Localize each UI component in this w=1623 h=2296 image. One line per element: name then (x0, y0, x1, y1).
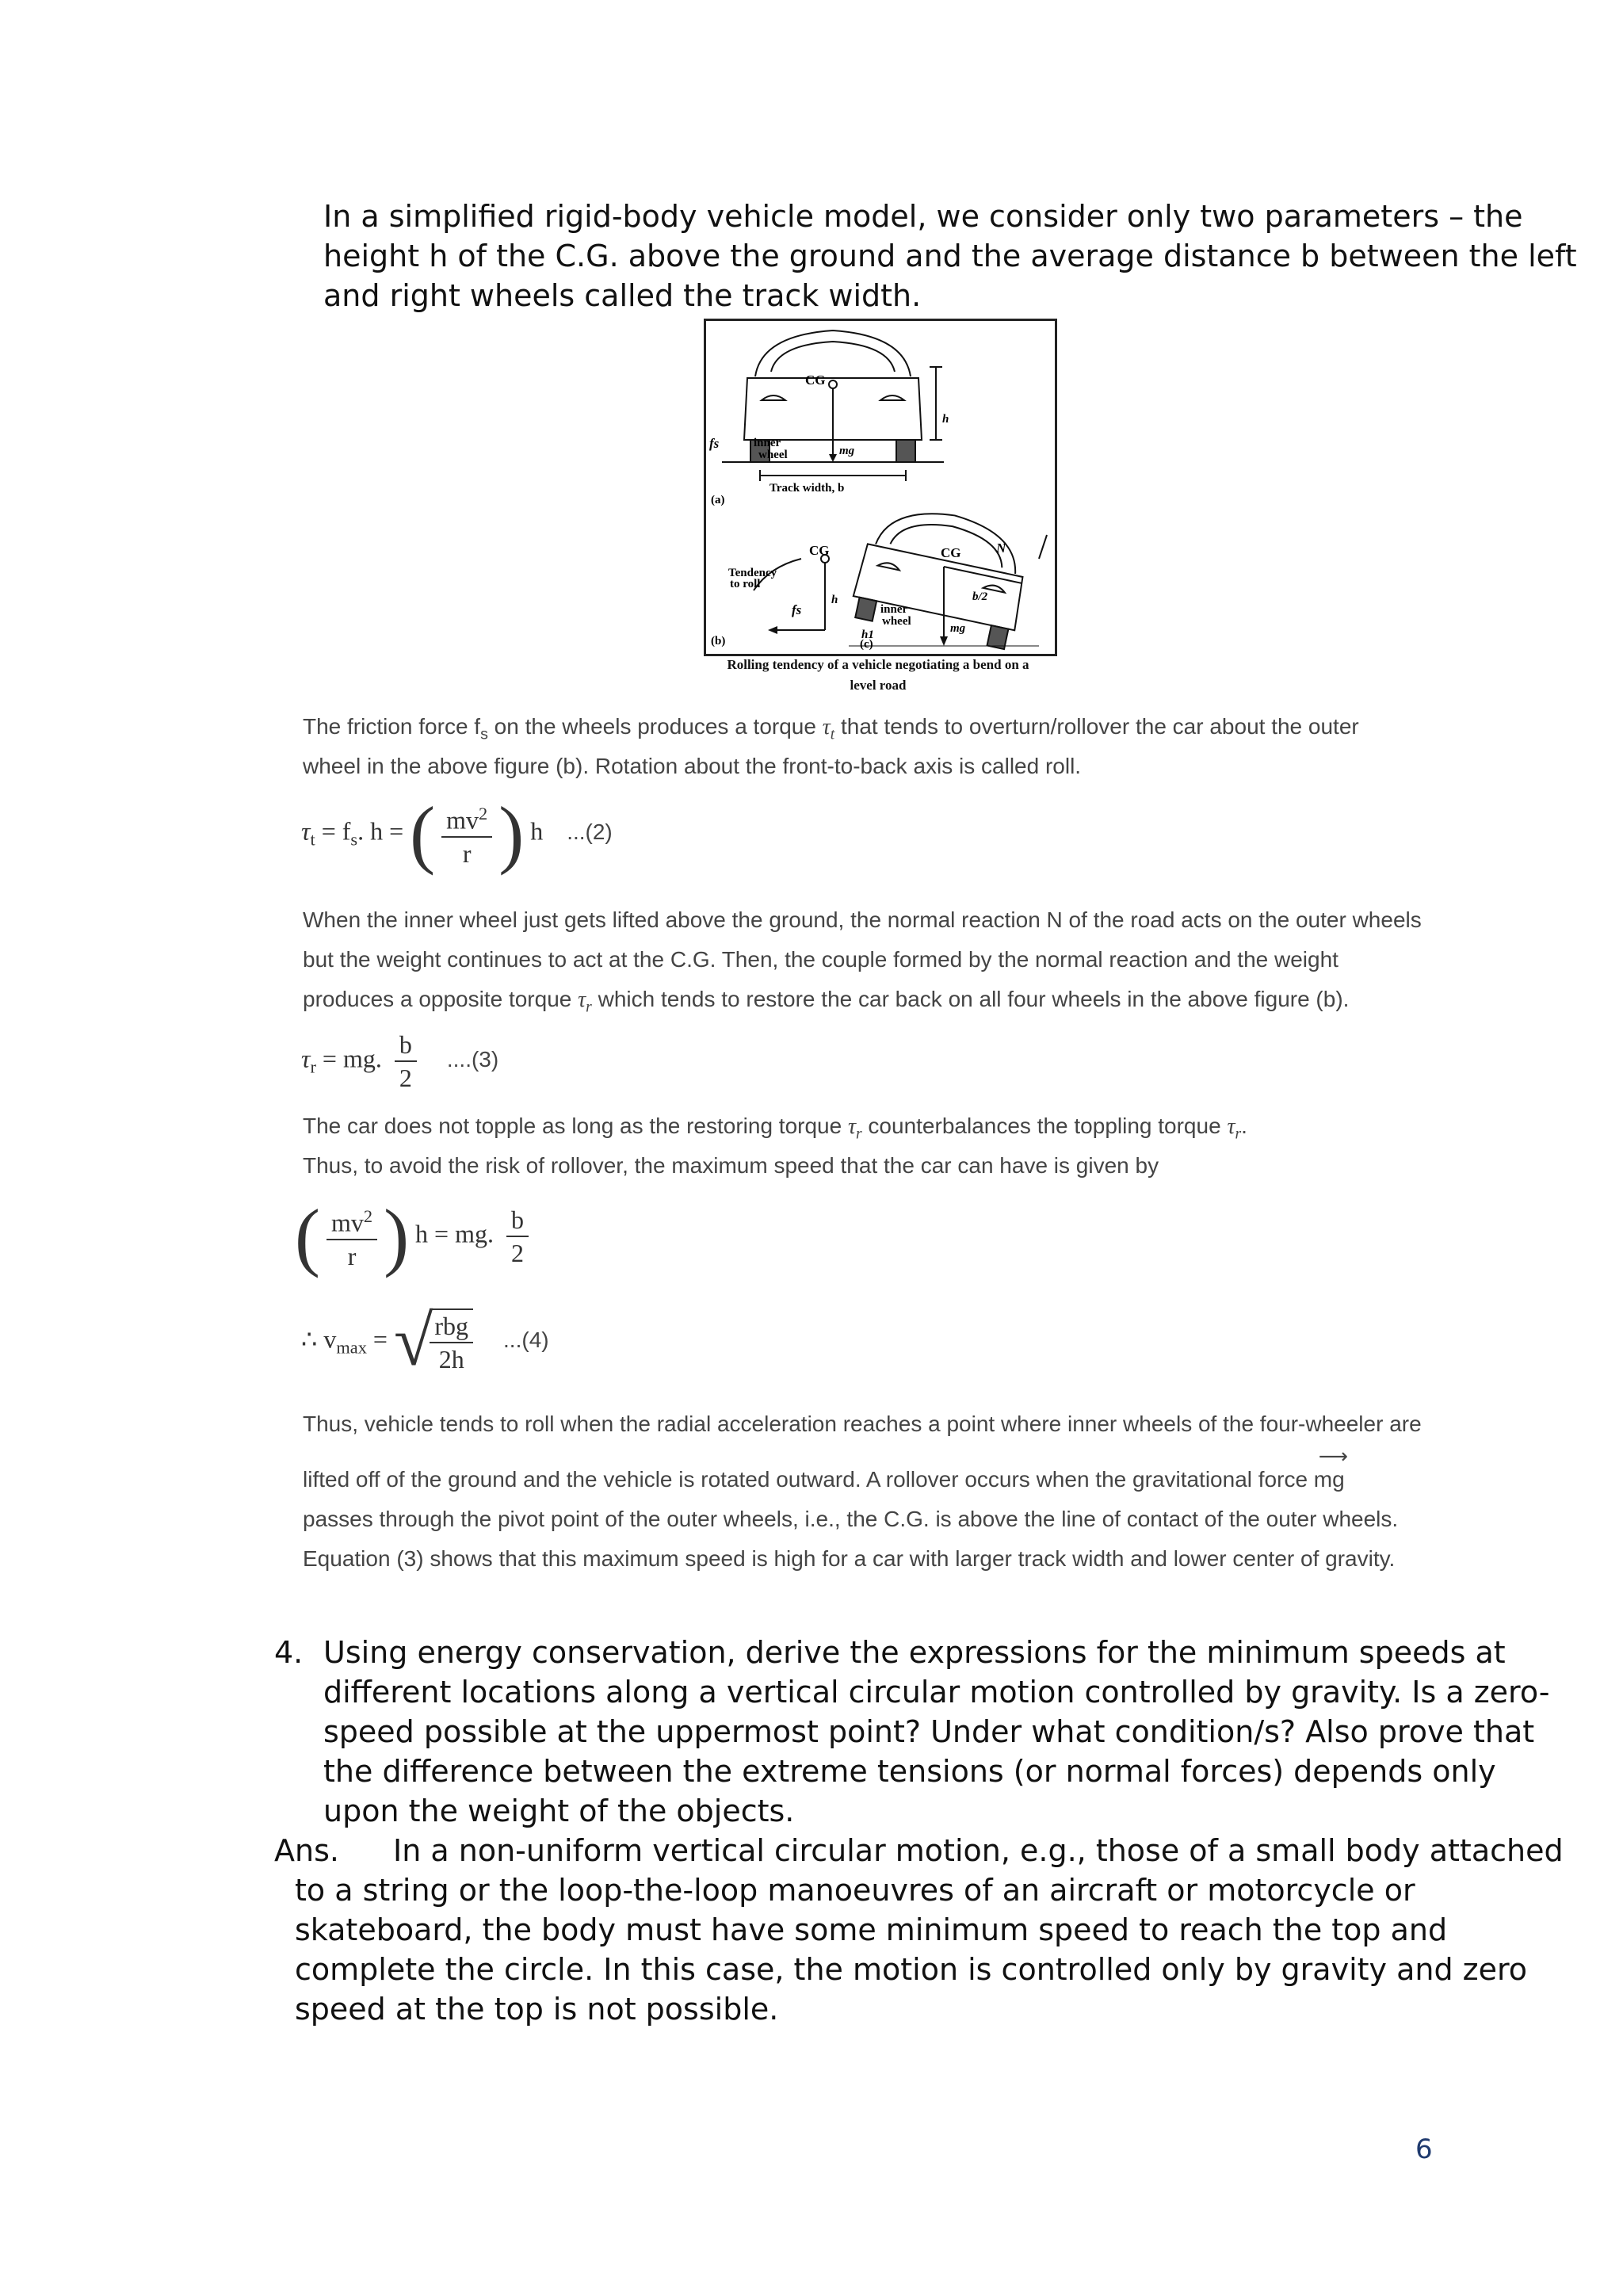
intro-line-1: In a simplified rigid-body vehicle model, we consider only two parameters – the (323, 199, 1523, 234)
intro-line-2: height h of the C.G. above the ground and the average distance b between the left (323, 239, 1577, 273)
para1-line-2: wheel in the above figure (b). Rotation about the front-to-back axis is called roll. (303, 754, 1082, 778)
figure-label-c: (c) (860, 638, 873, 651)
answer-line-5: speed at the top is not possible. (295, 1992, 779, 2027)
question-line-4: the difference between the extreme tensions (or normal forces) depends only (323, 1754, 1496, 1789)
intro-line-3: and right wheels called the track width. (323, 278, 922, 313)
figure-label-b: (b) (711, 635, 726, 648)
question-line-3: speed possible at the uppermost point? Under what condition/s? Also prove that (323, 1714, 1535, 1749)
para2-line-1: When the inner wheel just gets lifted above the ground, the normal reaction N of the road acts on the outer wheels (303, 907, 1422, 932)
inner-wheel-c: inner (880, 603, 908, 616)
h-label-b: h (831, 594, 838, 606)
fs-label-b: fs (792, 602, 802, 617)
answer-line-3: skateboard, the body must have some minimum speed to reach the top and (295, 1912, 1448, 1947)
inner-wheel-a2: wheel (758, 449, 788, 461)
answer-line-2: to a string or the loop-the-loop manoeuvres of an aircraft or motorcycle or (295, 1873, 1415, 1908)
mg-label-c: mg (950, 622, 966, 635)
track-width-label: Track width, b (769, 482, 845, 495)
figure-caption (696, 655, 1060, 696)
tilted-car (849, 499, 1035, 651)
cg-label-a: CG (805, 372, 826, 388)
caption-line-2: level road (850, 678, 907, 693)
equation-3: $\tau_r$ = mg. $\frac{b}{2}$ ....(3) (301, 1030, 499, 1092)
mg-label-a: mg (839, 445, 855, 457)
para4-line-2: lifted off of the ground and the vehicle is rotated outward. A rollover occurs when the gravitational force ⟶ mg (303, 1444, 1349, 1492)
para4-line-4: Equation (3) shows that this maximum speed is high for a car with larger track width and lower center of gravity. (303, 1546, 1396, 1571)
inner-wheel-c2: wheel (882, 615, 911, 628)
tendency-label-2: to roll (730, 578, 761, 590)
para2-line-3: produces a opposite torque $\tau_r$ which tends to restore the car back on all four wheels in the above figure (b). (303, 987, 1350, 1016)
caption-line-1: Rolling tendency of a vehicle negotiating a bend on a (727, 657, 1029, 672)
answer-line-4: complete the circle. In this case, the motion is controlled only by gravity and zero (295, 1952, 1528, 1987)
question-line-2: different locations along a vertical circular motion controlled by gravity. Is a zero- (323, 1675, 1550, 1710)
equation-2: $\tau_t = f_s$. h = ( $\frac{mv^2}{r}$ ) h ...(2) (301, 791, 613, 876)
para1-line-1: The friction force $f_s$ on the wheels produces a torque $\tau_t$ that tends to overturn/rollover the car about the outer (303, 714, 1359, 743)
tendency-label-1: Tendency (728, 567, 777, 579)
inner-wheel-a: inner (754, 437, 781, 449)
h1-label-c: h1 (861, 628, 874, 641)
equation-balance: ( $\frac{mv^2}{r}$ ) h = mg. $\frac{b}{2}$ (295, 1198, 535, 1274)
fs-label-a: fs (709, 436, 720, 451)
para4-line-1: Thus, vehicle tends to roll when the radial acceleration reaches a point where inner wheels of the four-wheeler are (303, 1412, 1422, 1436)
equation-4: ∴ $v_{max}$ = √ $\frac{\text{rbg}}{2h}$ ...(4) (301, 1302, 549, 1381)
figure-label-a: (a) (711, 494, 725, 506)
para3-line-2: Thus, to avoid the risk of rollover, the maximum speed that the car can have is given by (303, 1153, 1159, 1178)
b-half-label-c: b/2 (972, 590, 988, 603)
question-line-1: Using energy conservation, derive the expressions for the minimum speeds at (323, 1635, 1506, 1670)
para3-line-1: The car does not topple as long as the restoring torque $\tau_r$ counterbalances the toppling torque $\tau_r$. (303, 1114, 1247, 1143)
page-number: 6 (1415, 2134, 1433, 2165)
para4-line-3: passes through the pivot point of the outer wheels, i.e., the C.G. is above the line of contact of the outer wheels. (303, 1507, 1399, 1531)
n-label-c: N (996, 541, 1006, 556)
cg-label-c: CG (941, 545, 961, 560)
vehicle-roll-figure (704, 319, 1057, 656)
h-label-a: h (942, 413, 949, 426)
cg-label-b: CG (809, 543, 830, 558)
answer-label: Ans. (274, 1833, 339, 1868)
question-line-5: upon the weight of the objects. (323, 1794, 795, 1828)
question-number: 4. (274, 1635, 304, 1670)
para2-line-2: but the weight continues to act at the C.G. Then, the couple formed by the normal reaction and the weight (303, 947, 1338, 972)
answer-line-1: In a non-uniform vertical circular motion, e.g., those of a small body attached (393, 1833, 1564, 1868)
